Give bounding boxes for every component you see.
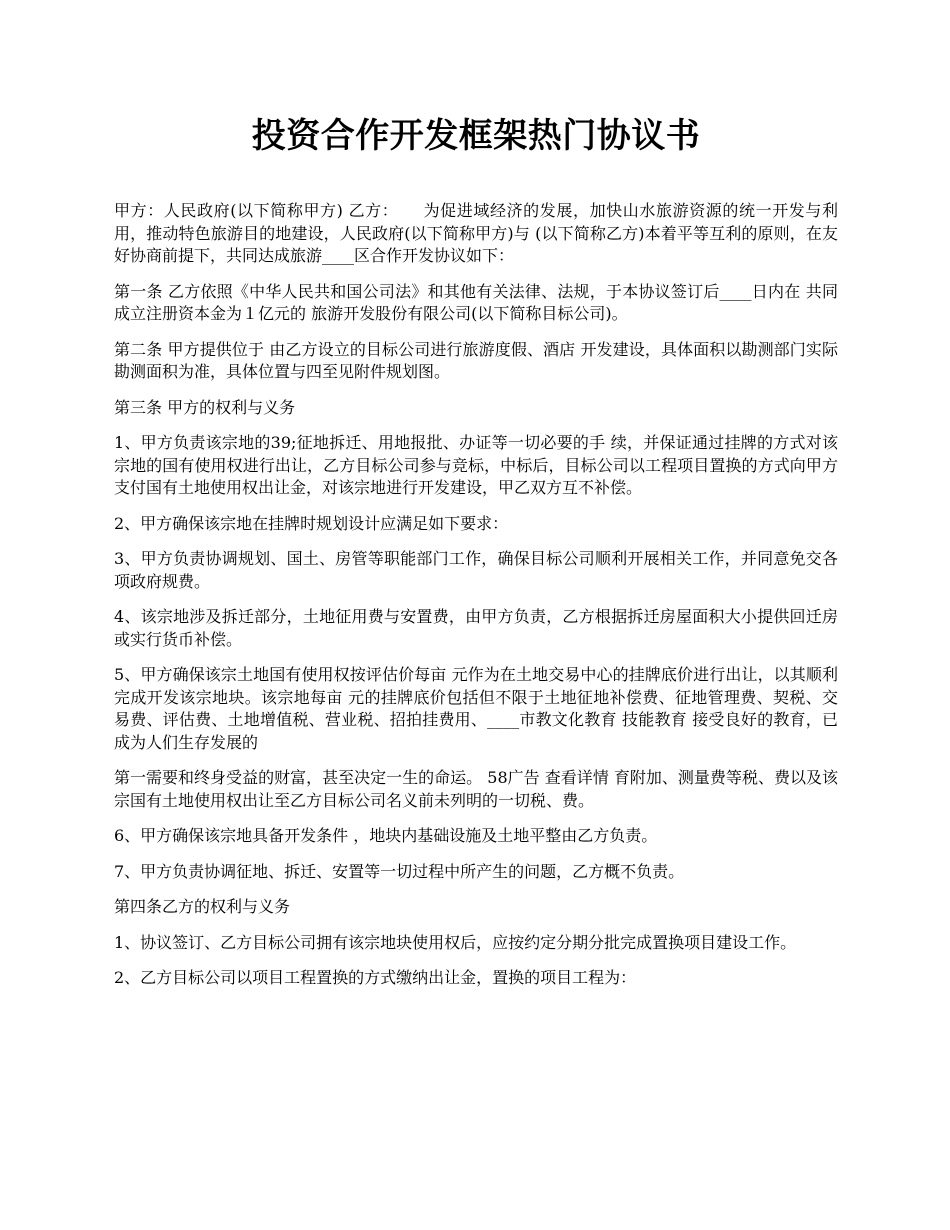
paragraph-article-4-item-2: 2、乙方目标公司以项目工程置换的方式缴纳出让金，置换的项目工程为：	[114, 968, 637, 987]
paragraph-article-2: 第二条 甲方提供位于 由乙方设立的目标公司进行旅游度假、酒店 开发建设，具体面积以勘测部门实际勘测面积为准，具体位置与四至见附件规划图。	[114, 339, 838, 381]
paragraph-article-3-item-5: 5、甲方确保该宗土地国有使用权按评估价每亩 元作为在土地交易中心的挂牌底价进行出让，以其顺利完成开发该宗地块。该宗地每亩 元的挂牌底价包括但不限于土地征地补偿费、征地管理费、契税、交易费、评估费、土地增值税、营业税、招拍挂费用、____市教文化教育 技能教育 接受良好的教育，已成为人们生存发展的	[114, 665, 838, 752]
heading-article-3: 第三条 甲方的权利与义务	[114, 397, 296, 417]
document-title: 投资合作开发框架热门协议书	[251, 116, 701, 156]
paragraph-preamble: 甲方：人民政府(以下简称甲方) 乙方： 为促进域经济的发展，加快山水旅游资源的统一开发与利用，推动特色旅游目的地建设，人民政府(以下简称甲方)与 (以下简称乙方)本着平等互利的原则，在友好协商前提下，共同达成旅游____区合作开发协议如下：	[114, 201, 838, 265]
paragraph-article-4-item-1: 1、协议签订、乙方目标公司拥有该宗地块使用权后，应按约定分期分批完成置换项目建设工作。	[114, 932, 797, 952]
paragraph-article-3-item-7: 7、甲方负责协调征地、拆迁、安置等一切过程中所产生的问题，乙方概不负责。	[114, 861, 685, 881]
paragraph-article-3-item-6: 6、甲方确保该宗地具备开发条件 ，地块内基础设施及土地平整由乙方负责。	[114, 826, 658, 845]
paragraph-article-3-item-1: 1、甲方负责该宗地的39;征地拆迁、用地报批、办证等一切必要的手 续，并保证通过挂牌的方式对该宗地的国有使用权进行出让，乙方目标公司参与竞标，中标后，目标公司以工程项目置换的方式向甲方支付国有土地使用权出让金，对该宗地进行开发建设，甲乙双方互不补偿。	[114, 433, 838, 497]
paragraph-article-1: 第一条 乙方依照《中华人民共和国公司法》和其他有关法律、法规，于本协议签订后____日内在 共同成立注册资本金为１亿元的 旅游开发股份有限公司(以下简称目标公司)。	[114, 281, 838, 323]
heading-article-4: 第四条乙方的权利与义务	[114, 897, 291, 916]
paragraph-article-3-item-3: 3、甲方负责协调规划、国土、房管等职能部门工作，确保目标公司顺利开展相关工作，并同意免交各项政府规费。	[114, 549, 838, 591]
paragraph-article-3-item-4: 4、该宗地涉及拆迁部分，土地征用费与安置费，由甲方负责，乙方根据拆迁房屋面积大小提供回迁房或实行货币补偿。	[114, 607, 838, 649]
paragraph-article-3-item-2: 2、甲方确保该宗地在挂牌时规划设计应满足如下要求：	[114, 513, 509, 533]
paragraph-article-3-item-5-cont: 第一需要和终身受益的财富，甚至决定一生的命运。 58广告 查看详情 育附加、测量费等税、费以及该宗国有土地使用权出让至乙方目标公司名义前未列明的一切税、费。	[114, 768, 838, 810]
